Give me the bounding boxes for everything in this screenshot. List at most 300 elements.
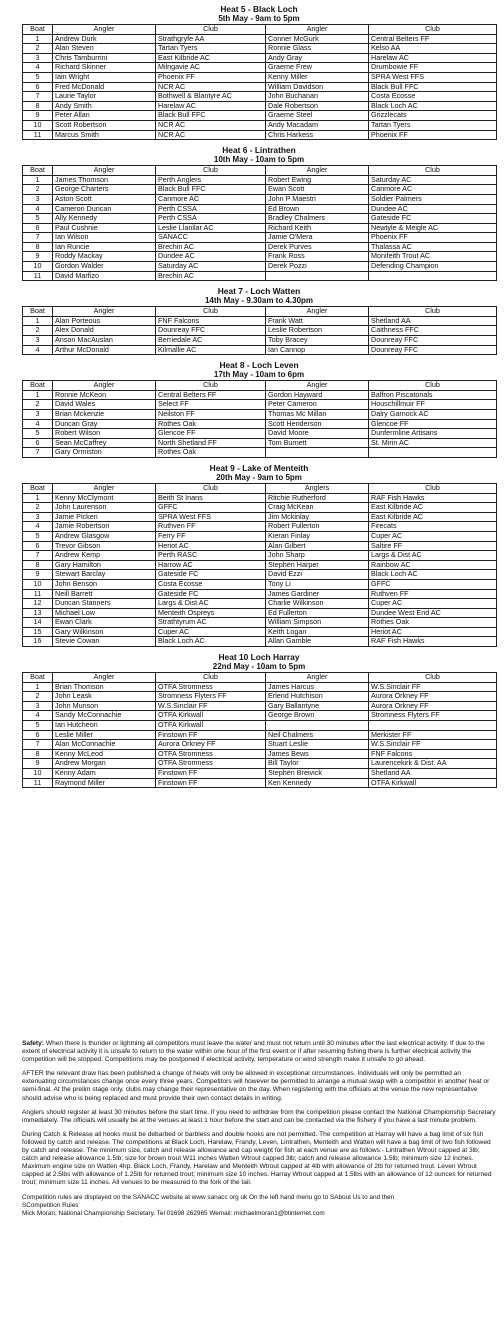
table-row xyxy=(23,608,497,618)
club-name: Black Loch AC xyxy=(369,570,497,580)
table-row xyxy=(23,579,497,589)
angler-name: Craig McKean xyxy=(266,503,369,513)
club-name: Bothwell & Blantyre AC xyxy=(156,92,266,102)
angler-name: Ken Kennedy xyxy=(266,778,369,788)
boat-number: 4 xyxy=(23,204,53,214)
club-name: Largs & Dist AC xyxy=(156,599,266,609)
register-paragraph: Anglers should register at least 30 minutes before the start time. If you need to withdraw from the competition please contact the National Championship Secretary immediately. The officials will usually be at the venues at least 1 hour before the start and can be contacted via the fishery if you have a last minute problem. xyxy=(22,1108,496,1124)
table-row xyxy=(23,730,497,740)
club-name xyxy=(369,721,497,731)
club-name: Harelaw AC xyxy=(156,101,266,111)
boat-number: 10 xyxy=(23,262,53,272)
boat-number: 1 xyxy=(23,493,53,503)
club-name: Grizzlecats xyxy=(369,111,497,121)
heat-title: Heat 6 - Lintrathen xyxy=(222,145,296,156)
club-name: Stromness Flyters FF xyxy=(156,692,266,702)
club-name: Perth RASC xyxy=(156,551,266,561)
heat-table xyxy=(22,380,497,458)
heat-table xyxy=(22,165,497,281)
club-name: GFFC xyxy=(156,503,266,513)
table-row xyxy=(23,53,497,63)
angler-name: Ritchie Rutherford xyxy=(266,493,369,503)
angler-name: Jamie Robertson xyxy=(53,522,156,532)
club-name: NCR AC xyxy=(156,82,266,92)
heat-title: Heat 10 Loch Harray xyxy=(218,652,300,663)
table-row xyxy=(23,185,497,195)
table-row xyxy=(23,233,497,243)
heat-title: Heat 5 - Black Loch xyxy=(220,4,298,14)
club-name xyxy=(369,271,497,281)
angler-name: Laurie Taylor xyxy=(53,92,156,102)
table-row xyxy=(23,778,497,788)
angler-name: Graeme Frew xyxy=(266,63,369,73)
club-name: Brechin AC xyxy=(156,242,266,252)
boat-number: 7 xyxy=(23,92,53,102)
boat-number: 2 xyxy=(23,326,53,336)
angler-name: Derek Pozzi xyxy=(266,262,369,272)
angler-name xyxy=(266,271,369,281)
boat-number: 3 xyxy=(23,512,53,522)
club-name: Largs & Dist AC xyxy=(369,551,497,561)
angler-name: David Wales xyxy=(53,400,156,410)
heat-table xyxy=(22,483,497,647)
angler-name: Aston Scott xyxy=(53,194,156,204)
angler-name xyxy=(266,721,369,731)
club-name: SANACC xyxy=(156,233,266,243)
table-row xyxy=(23,599,497,609)
angler-name: John Buchanan xyxy=(266,92,369,102)
angler-name: Anson MacAuslan xyxy=(53,336,156,346)
club-name: Cuper AC xyxy=(369,531,497,541)
club-name xyxy=(369,448,497,458)
angler-name: Ed Brown xyxy=(266,204,369,214)
boat-number: 5 xyxy=(23,429,53,439)
angler-name: Jamie Picken xyxy=(53,512,156,522)
angler-name: John Sharp xyxy=(266,551,369,561)
table-row xyxy=(23,682,497,692)
boat-number: 4 xyxy=(23,345,53,355)
column-header: Angler xyxy=(53,673,156,683)
table-row xyxy=(23,326,497,336)
catch-release-paragraph: During Catch & Release all hooks must be debarbed or barbless and double hooks are not permitted. The competition at Harray will have a bag limit of six fish followed by catch and release. The competitions at Black Loch, Harelaw, Frandy, Leven, Lintrathen, Menteith and Watten will have a bag limit of two fish followed by catch and release. The minimum size, catch and release allowance and cap weight for fish at each venue are as follows:- Lintrathen Wtrout capped at 3lb; catch and release allowance 1.5lb; size for brown trout W11 inches Watten Wtrout capped 3lb; catch and release allowance 1.5lb; minimum size 12 inches. Maximum engine size on Watten 4hp. Black Loch, Frandy, Harelaw and Menteith Wtrout capped at 4lb with allowance of 2lb for returned trout. Leven Wtrout capped at 2.5lbs with allowance of 1.25lb for returned trout; minimum size 10 inches. Harray Wtrout capped at 1.5lbs with an allowance of 12 ounces for returned trout; minimum size 11 inches. All venues to be measured to the fork of the tail. xyxy=(22,1130,492,1187)
column-header: Club xyxy=(369,381,497,391)
club-name: Dundee West End AC xyxy=(369,608,497,618)
boat-number: 10 xyxy=(23,120,53,130)
club-name: Dundee AC xyxy=(369,204,497,214)
club-name: Menteith Ospreys xyxy=(156,608,266,618)
safety-text: When there is thunder or lightning all competitors must leave the water and must not return until 30 minutes after the last electrical activity. If due to the extent of electrical activity it is unsafe to return to the water within one hour of the first event or if after resuming fishing there is further electrical activity the competition will be stopped. Competitions may be postponed if electrical activity, temperature or wind strength make it unsafe to go ahead. xyxy=(22,1040,485,1064)
table-row xyxy=(23,637,497,647)
angler-name: Stuart Leslie xyxy=(266,740,369,750)
club-name: Rothes Oak xyxy=(156,448,266,458)
boat-number: 8 xyxy=(23,749,53,759)
angler-name: Tom Burnett xyxy=(266,438,369,448)
table-row xyxy=(23,316,497,326)
club-name: Harrow AC xyxy=(156,560,266,570)
club-name: Glencoe FF xyxy=(156,429,266,439)
boat-number: 2 xyxy=(23,400,53,410)
club-name: Rainbow AC xyxy=(369,560,497,570)
heat-title: Heat 9 - Lake of Menteith xyxy=(209,462,309,473)
table-row xyxy=(23,759,497,769)
club-name: Phoenix FF xyxy=(369,233,497,243)
table-row xyxy=(23,336,497,346)
club-name: Gateside FC xyxy=(369,214,497,224)
angler-name: Sandy McConnachie xyxy=(53,711,156,721)
boat-number: 1 xyxy=(23,682,53,692)
angler-name: William Simpson xyxy=(266,618,369,628)
spacer xyxy=(22,789,496,793)
angler-name: Richard Keith xyxy=(266,223,369,233)
boat-number: 8 xyxy=(23,101,53,111)
club-name: Shetland AA xyxy=(369,769,497,779)
club-name: Laurencekirk & Dist. AA xyxy=(369,759,497,769)
angler-name: Leslie Robertson xyxy=(266,326,369,336)
angler-name: Michael Low xyxy=(53,608,156,618)
column-header: Boat xyxy=(23,307,53,317)
heat-date: 10th May - 10am to 5pm xyxy=(213,155,305,165)
angler-name: Erlend Hutchison xyxy=(266,692,369,702)
club-name: Dounreay FFC xyxy=(156,326,266,336)
column-header: Boat xyxy=(23,166,53,176)
angler-name: Ronnie McKeon xyxy=(53,390,156,400)
club-name: Perth CSSA xyxy=(156,204,266,214)
heat-date: 22nd May - 10am to 5pm xyxy=(212,662,306,672)
club-name: Strathtyrum AC xyxy=(156,618,266,628)
table-row xyxy=(23,740,497,750)
table-row xyxy=(23,570,497,580)
club-name: OTFA Kirkwall xyxy=(156,721,266,731)
column-header: Boat xyxy=(23,483,53,493)
club-name: Black Loch AC xyxy=(369,101,497,111)
angler-name: George Brown xyxy=(266,711,369,721)
angler-name: Kenny Miller xyxy=(266,72,369,82)
club-name: Saturday AC xyxy=(369,175,497,185)
club-name: NCR AC xyxy=(156,130,266,140)
club-name: Kelso AA xyxy=(369,44,497,54)
angler-name: Gordon Walder xyxy=(53,262,156,272)
club-name: Phoenix FF xyxy=(369,130,497,140)
heat-title: Heat 7 - Loch Watten xyxy=(217,286,301,297)
table-row xyxy=(23,72,497,82)
angler-name: Brian Mckenzie xyxy=(53,410,156,420)
club-name: OTFA Stromness xyxy=(156,759,266,769)
angler-name: Kieran Finlay xyxy=(266,531,369,541)
club-name: Shetland AA xyxy=(369,316,497,326)
column-header: Club xyxy=(156,307,266,317)
angler-name: Andrew Glasgow xyxy=(53,531,156,541)
club-name: Ferry FF xyxy=(156,531,266,541)
club-name: Gateside FC xyxy=(156,570,266,580)
column-header: Angler xyxy=(266,166,369,176)
table-row xyxy=(23,410,497,420)
angler-name: David Ezzi xyxy=(266,570,369,580)
angler-name: Graeme Steel xyxy=(266,111,369,121)
column-header: Angler xyxy=(53,166,156,176)
angler-name: Ian Runcie xyxy=(53,242,156,252)
club-name: Black Loch AC xyxy=(156,637,266,647)
club-name: OTFA Stromness xyxy=(156,749,266,759)
table-row xyxy=(23,531,497,541)
club-name: Stromness Flyters FF xyxy=(369,711,497,721)
angler-name: David Moore xyxy=(266,429,369,439)
column-header: Club xyxy=(369,166,497,176)
club-name: Firecats xyxy=(369,522,497,532)
boat-number: 9 xyxy=(23,111,53,121)
angler-name: Ewan Scott xyxy=(266,185,369,195)
boat-number: 4 xyxy=(23,711,53,721)
club-name: Milngavie AC xyxy=(156,63,266,73)
column-header: Club xyxy=(156,483,266,493)
boat-number: 8 xyxy=(23,242,53,252)
angler-name: John P Maestri xyxy=(266,194,369,204)
club-name: East Kilbride AC xyxy=(156,53,266,63)
angler-name: Gary Ormiston xyxy=(53,448,156,458)
angler-name: John Benson xyxy=(53,579,156,589)
club-name: Saltire FF xyxy=(369,541,497,551)
heat-title: Heat 8 - Loch Leven xyxy=(219,360,299,371)
angler-name: Ian Cannop xyxy=(266,345,369,355)
club-name: Black Bull FFC xyxy=(156,111,266,121)
table-row xyxy=(23,34,497,44)
heat-date: 17th May - 10am to 6pm xyxy=(213,370,305,380)
boat-number: 4 xyxy=(23,63,53,73)
angler-name: Gary Hamilton xyxy=(53,560,156,570)
table-row xyxy=(23,692,497,702)
club-name: Central Belters FF xyxy=(369,34,497,44)
club-name: SPRA West FFS xyxy=(369,72,497,82)
table-row xyxy=(23,438,497,448)
club-name: East Kilbride AC xyxy=(369,503,497,513)
boat-number: 5 xyxy=(23,214,53,224)
boat-number: 7 xyxy=(23,551,53,561)
column-header: Angler xyxy=(266,307,369,317)
boat-number: 7 xyxy=(23,740,53,750)
club-name: Aurora Orkney FF xyxy=(369,701,497,711)
club-name: Canmore AC xyxy=(156,194,266,204)
club-name: Select FF xyxy=(156,400,266,410)
column-header: Club xyxy=(156,673,266,683)
table-row xyxy=(23,627,497,637)
angler-name: Robert Wilson xyxy=(53,429,156,439)
angler-name: Allan Gamble xyxy=(266,637,369,647)
column-header: Angler xyxy=(53,307,156,317)
club-name: Gateside FC xyxy=(156,589,266,599)
angler-name: Scott Robertson xyxy=(53,120,156,130)
table-row xyxy=(23,503,497,513)
club-name: St. Mirin AC xyxy=(369,438,497,448)
angler-name: Kenny McClymont xyxy=(53,493,156,503)
angler-name: Andy Gray xyxy=(266,53,369,63)
club-name: Houschillmuir FF xyxy=(369,400,497,410)
table-row xyxy=(23,101,497,111)
club-name: Dundee AC xyxy=(156,252,266,262)
column-header: Club xyxy=(156,166,266,176)
footer-rules-link: SCompetition Rules xyxy=(22,1201,79,1209)
angler-name: Cameron Duncan xyxy=(53,204,156,214)
club-name: Ruthven FF xyxy=(156,522,266,532)
angler-name: Marcus Smith xyxy=(53,130,156,140)
boat-number: 11 xyxy=(23,589,53,599)
header-row xyxy=(23,166,497,176)
table-row xyxy=(23,701,497,711)
club-name: Defending Champion xyxy=(369,262,497,272)
draw-paragraph: AFTER the relevant draw has been published a change of heats will only be allowed in exceptional circumstances. Individuals will only be permitted an extenuating circumstances change once every three years. Competitors will however be permitted to arrange a mutual swap with a competitor in another heat or semi-final. At the prelim stage only, clubs may change their representative on the day. When registering with the officials at the venue the new representative should advise who is being replaced and must provide their own contact details in writing. xyxy=(22,1070,490,1102)
club-name: Harelaw AC xyxy=(369,53,497,63)
club-name: Costa Ecosse xyxy=(156,579,266,589)
angler-name: William Davidson xyxy=(266,82,369,92)
angler-name: Arthur McDonald xyxy=(53,345,156,355)
safety-paragraph xyxy=(22,1040,496,1064)
club-name: GFFC xyxy=(369,579,497,589)
boat-number: 13 xyxy=(23,608,53,618)
angler-name: Neill Barrett xyxy=(53,589,156,599)
table-row xyxy=(23,589,497,599)
angler-name: Chris Tamburrini xyxy=(53,53,156,63)
angler-name: Stephen Breivick xyxy=(266,769,369,779)
safety-label: Safety: xyxy=(22,1040,44,1047)
boat-number: 3 xyxy=(23,194,53,204)
club-name: W.S.Sinclair FF xyxy=(369,740,497,750)
club-name: Beith St Inans xyxy=(156,493,266,503)
club-name: OTFA Kirkwall xyxy=(369,778,497,788)
angler-name: Ally Kennedy xyxy=(53,214,156,224)
table-row xyxy=(23,262,497,272)
boat-number: 9 xyxy=(23,570,53,580)
angler-name: Alex Donald xyxy=(53,326,156,336)
table-row xyxy=(23,204,497,214)
column-header: Angler xyxy=(53,483,156,493)
angler-name: Peter Allan xyxy=(53,111,156,121)
angler-name: James Harcus xyxy=(266,682,369,692)
club-name: W.S.Sinclair FF xyxy=(369,682,497,692)
column-header: Club xyxy=(369,307,497,317)
club-name: Leslie Llanilar AC xyxy=(156,223,266,233)
table-row xyxy=(23,194,497,204)
boat-number: 11 xyxy=(23,778,53,788)
angler-name: Ian Wilson xyxy=(53,233,156,243)
angler-name: Jamie O'Mera xyxy=(266,233,369,243)
boat-number: 1 xyxy=(23,390,53,400)
angler-name: Trevor Gibson xyxy=(53,541,156,551)
heat-date: 5th May - 9am to 5pm xyxy=(218,14,300,23)
boat-number: 3 xyxy=(23,336,53,346)
table-row xyxy=(23,92,497,102)
club-name: OTFA Stromness xyxy=(156,682,266,692)
notes-section xyxy=(22,1040,496,1218)
heat-date: 20th May - 9am to 5pm xyxy=(216,472,302,482)
table-row xyxy=(23,44,497,54)
column-header: Angler xyxy=(266,673,369,683)
angler-name: Neil Chalmers xyxy=(266,730,369,740)
column-header: Angler xyxy=(53,381,156,391)
angler-name: Duncan Stanners xyxy=(53,599,156,609)
table-row xyxy=(23,271,497,281)
boat-number: 8 xyxy=(23,560,53,570)
club-name: Black Bull FFC xyxy=(156,185,266,195)
heat-table xyxy=(22,672,497,788)
club-name: W.S.Sinclair FF xyxy=(156,701,266,711)
club-name: OTFA Kirkwall xyxy=(156,711,266,721)
angler-name: Scott Henderson xyxy=(266,419,369,429)
angler-name: Andrew Morgan xyxy=(53,759,156,769)
boat-number: 1 xyxy=(23,175,53,185)
header-row xyxy=(23,483,497,493)
club-name: Black Bull FFC xyxy=(369,82,497,92)
table-row xyxy=(23,390,497,400)
club-name: Aurora Orkney FF xyxy=(156,740,266,750)
table-row xyxy=(23,111,497,121)
angler-name: John Laurenson xyxy=(53,503,156,513)
boat-number: 4 xyxy=(23,419,53,429)
angler-name: Alan Porteous xyxy=(53,316,156,326)
column-header: Anglers xyxy=(266,483,369,493)
angler-name: John Munson xyxy=(53,701,156,711)
table-row xyxy=(23,769,497,779)
angler-name: Dale Robertson xyxy=(266,101,369,111)
club-name: FNF Falcons xyxy=(156,316,266,326)
club-name: Monifeith Trout AC xyxy=(369,252,497,262)
angler-name: Gary Ballantyne xyxy=(266,701,369,711)
angler-name: Bradley Chalmers xyxy=(266,214,369,224)
angler-name: Andrew Kemp xyxy=(53,551,156,561)
table-row xyxy=(23,345,497,355)
angler-name: Fred McDonald xyxy=(53,82,156,92)
club-name: Rothes Oak xyxy=(156,419,266,429)
boat-number: 5 xyxy=(23,721,53,731)
club-name: Neilston FF xyxy=(156,410,266,420)
angler-name: Paul Cushnie xyxy=(53,223,156,233)
club-name: NCR AC xyxy=(156,120,266,130)
table-row xyxy=(23,223,497,233)
angler-name: John Leask xyxy=(53,692,156,702)
angler-name: Duncan Gray xyxy=(53,419,156,429)
club-name: Merkister FF xyxy=(369,730,497,740)
table-row xyxy=(23,120,497,130)
table-row xyxy=(23,63,497,73)
column-header: Club xyxy=(156,25,266,35)
heat-table xyxy=(22,306,497,355)
club-name: RAF Fish Hawks xyxy=(369,637,497,647)
table-row xyxy=(23,130,497,140)
table-row xyxy=(23,429,497,439)
angler-name: James Bews xyxy=(266,749,369,759)
angler-name: Alan McConnachie xyxy=(53,740,156,750)
angler-name: Roddy Mackay xyxy=(53,252,156,262)
table-row xyxy=(23,512,497,522)
boat-number: 2 xyxy=(23,185,53,195)
club-name: SPRA West FFS xyxy=(156,512,266,522)
angler-name: Ian Hutcheon xyxy=(53,721,156,731)
angler-name: Alan Steven xyxy=(53,44,156,54)
boat-number: 14 xyxy=(23,618,53,628)
club-name: Caithness FFC xyxy=(369,326,497,336)
table-row xyxy=(23,711,497,721)
club-name: Phoenix FF xyxy=(156,72,266,82)
angler-name: Frank Watt xyxy=(266,316,369,326)
table-row xyxy=(23,82,497,92)
heats-container xyxy=(22,4,496,793)
angler-name: Andy Macadam xyxy=(266,120,369,130)
angler-name: Alan Gilbert xyxy=(266,541,369,551)
boat-number: 2 xyxy=(23,44,53,54)
boat-number: 7 xyxy=(23,448,53,458)
footer-rules-line: Competition rules are displayed on the SANACC website at www sanacc org uk On the left hand menu go to SAbout Us to and then xyxy=(22,1193,395,1201)
column-header: Angler xyxy=(266,25,369,35)
boat-number: 10 xyxy=(23,579,53,589)
angler-name: Leslie Miller xyxy=(53,730,156,740)
column-header: Club xyxy=(369,483,497,493)
